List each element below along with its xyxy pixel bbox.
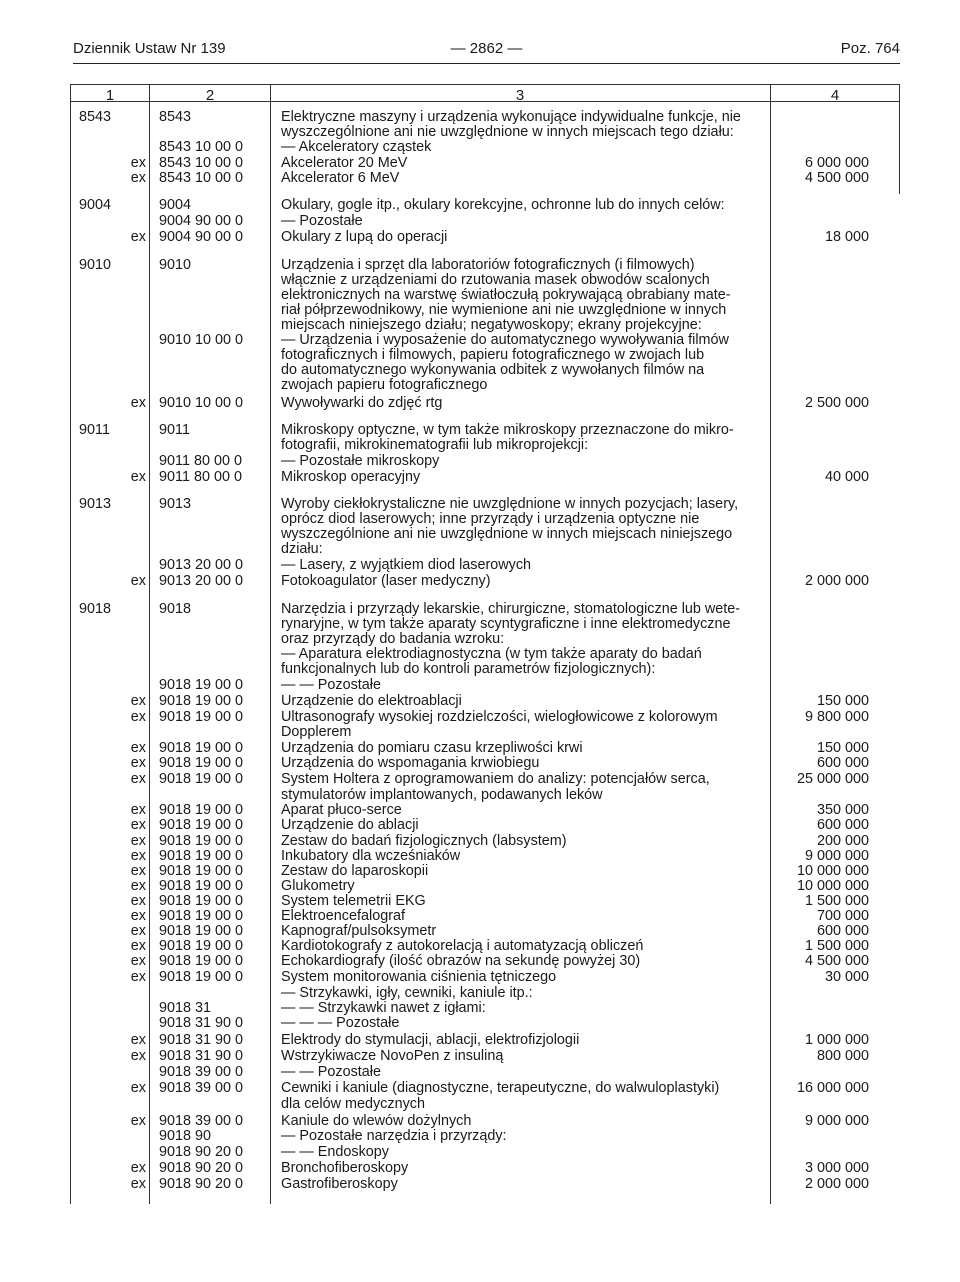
item-description: Kardiotokografy z autokorelacją i automatyzacją obliczeń (281, 938, 644, 954)
ex-marker: ex (130, 893, 146, 909)
quota-value: 10 000 000 (796, 878, 869, 894)
cn-code: 9013 (159, 496, 192, 512)
cn-code: 9018 19 00 0 (159, 802, 244, 818)
item-description: stymulatorów implantowanych, podawanych leków (281, 787, 603, 803)
cn-code: 9018 31 90 0 (159, 1048, 244, 1064)
ex-marker: ex (130, 693, 146, 709)
item-description: — — Pozostałe (281, 677, 381, 693)
item-description: System Holtera z oprogramowaniem do analizy: potencjałów serca, (281, 771, 710, 787)
cn-code: 9018 19 00 0 (159, 833, 244, 849)
ex-marker: ex (130, 709, 146, 725)
cn-code: 9018 19 00 0 (159, 848, 244, 864)
column-divider-1 (149, 84, 150, 1204)
heading-number: 9011 (79, 422, 110, 438)
ex-marker: ex (130, 953, 146, 969)
quota-value: 6 000 000 (804, 155, 869, 171)
ex-marker: ex (130, 833, 146, 849)
column-number-1: 1 (105, 87, 115, 104)
item-description: Urządzenia do pomiaru czasu krzepliwości krwi (281, 740, 583, 756)
cn-code: 9010 (159, 257, 192, 273)
item-description: Kaniule do wlewów dożylnych (281, 1113, 472, 1129)
item-description: oprócz diod laserowych; inne przyrządy i urządzenia optyczne nie (281, 511, 700, 527)
quota-value: 25 000 000 (796, 771, 869, 787)
cn-code: 9010 10 00 0 (159, 332, 244, 348)
ex-marker: ex (130, 469, 146, 485)
cn-code: 9004 90 00 0 (159, 229, 244, 245)
quota-value: 600 000 (816, 755, 869, 771)
cn-code: 9018 39 00 0 (159, 1113, 244, 1129)
cn-code: 9011 (159, 422, 190, 438)
ex-marker: ex (130, 1160, 146, 1176)
quota-value: 2 000 000 (804, 1176, 869, 1192)
cn-code: 9018 31 (159, 1000, 212, 1016)
ex-marker: ex (130, 1032, 146, 1048)
item-description: — Aparatura elektrodiagnostyczna (w tym także aparaty do badań (281, 646, 702, 662)
ex-marker: ex (130, 863, 146, 879)
quota-value: 1 500 000 (804, 938, 869, 954)
cn-code: 9018 19 00 0 (159, 677, 244, 693)
cn-code: 9018 90 (159, 1128, 212, 1144)
item-description: Urządzenie do elektroablacji (281, 693, 462, 709)
item-description: Wyroby ciekłokrystaliczne nie uwzględnione w innych pozycjach; lasery, (281, 496, 739, 512)
ex-marker: ex (130, 1113, 146, 1129)
cn-code: 9018 19 00 0 (159, 893, 244, 909)
cn-code: 8543 10 00 0 (159, 155, 244, 171)
item-description: — — Pozostałe (281, 1064, 381, 1080)
table-border-top (70, 84, 900, 85)
item-description: Zestaw do badań fizjologicznych (labsystem) (281, 833, 567, 849)
column-number-2: 2 (205, 87, 215, 104)
item-description: dla celów medycznych (281, 1096, 425, 1112)
item-description: — Urządzenia i wyposażenie do automatycznego wywoływania filmów (281, 332, 729, 348)
ex-marker: ex (130, 802, 146, 818)
heading-number: 8543 (79, 109, 112, 125)
item-description: Zestaw do laparoskopii (281, 863, 429, 879)
cn-code: 9018 39 00 0 (159, 1064, 244, 1080)
item-description: fotografii, mikrokinematografii lub mikroprojekcji: (281, 437, 589, 453)
item-description: — Lasery, z wyjątkiem diod laserowych (281, 557, 532, 573)
quota-value: 4 500 000 (804, 170, 869, 186)
item-description: — — Endoskopy (281, 1144, 389, 1160)
column-number-3: 3 (515, 87, 525, 104)
item-description: Elektryczne maszyny i urządzenia wykonujące indywidualne funkcje, nie (281, 109, 741, 125)
cn-code: 9018 19 00 0 (159, 878, 244, 894)
item-description: fotograficznych i filmowych, papieru fotograficznego w zwojach lub (281, 347, 705, 363)
item-description: Urządzenia i sprzęt dla laboratoriów fotograficznych (i filmowych) (281, 257, 695, 273)
cn-code: 9011 80 00 0 (159, 453, 242, 469)
item-description: Mikroskopy optyczne, w tym także mikroskopy przeznaczone do mikro- (281, 422, 734, 438)
item-description: Bronchofiberoskopy (281, 1160, 409, 1176)
item-description: — — — Pozostałe (281, 1015, 400, 1031)
cn-code: 9018 19 00 0 (159, 953, 244, 969)
item-description: Okulary z lupą do operacji (281, 229, 448, 245)
cn-code: 9011 80 00 0 (159, 469, 242, 485)
cn-code: 9018 90 20 0 (159, 1176, 244, 1192)
heading-number: 9004 (79, 197, 112, 213)
quota-value: 150 000 (816, 693, 869, 709)
cn-code: 9018 19 00 0 (159, 771, 244, 787)
quota-value: 200 000 (816, 833, 869, 849)
ex-marker: ex (130, 1048, 146, 1064)
quota-value: 18 000 (824, 229, 869, 245)
cn-code: 9018 39 00 0 (159, 1080, 244, 1096)
item-description: Gastrofiberoskopy (281, 1176, 398, 1192)
quota-value: 1 000 000 (804, 1032, 869, 1048)
heading-number: 9013 (79, 496, 112, 512)
position-number: Poz. 764 (840, 40, 900, 57)
cn-code: 9018 19 00 0 (159, 969, 244, 985)
quota-value: 9 000 000 (804, 848, 869, 864)
item-description: — Akceleratory cząstek (281, 139, 432, 155)
item-description: Echokardiografy (ilość obrazów na sekundę powyżej 30) (281, 953, 641, 969)
cn-code: 9018 19 00 0 (159, 740, 244, 756)
item-description: zwojach papieru fotograficznego (281, 377, 488, 393)
heading-number: 9018 (79, 601, 112, 617)
item-description: Akcelerator 6 MeV (281, 170, 400, 186)
cn-code: 9004 90 00 0 (159, 213, 244, 229)
item-description: Aparat płuco-serce (281, 802, 402, 818)
item-description: Fotokoagulator (laser medyczny) (281, 573, 491, 589)
quota-value: 800 000 (816, 1048, 869, 1064)
cn-code: 9018 (159, 601, 192, 617)
cn-code: 9013 20 00 0 (159, 557, 244, 573)
quota-value: 9 000 000 (804, 1113, 869, 1129)
item-description: — Pozostałe (281, 213, 363, 229)
quota-value: 350 000 (816, 802, 869, 818)
cn-code: 9018 90 20 0 (159, 1144, 244, 1160)
cn-code: 8543 (159, 109, 192, 125)
cn-code: 8543 10 00 0 (159, 170, 244, 186)
cn-code: 9018 31 90 0 (159, 1032, 244, 1048)
item-description: Urządzenia do wspomagania krwiobiegu (281, 755, 540, 771)
item-description: Narzędzia i przyrządy lekarskie, chirurgiczne, stomatologiczne lub wete- (281, 601, 741, 617)
item-description: Inkubatory dla wcześniaków (281, 848, 461, 864)
quota-value: 40 000 (824, 469, 869, 485)
column-divider-2 (270, 84, 271, 1204)
ex-marker: ex (130, 1080, 146, 1096)
quota-value: 16 000 000 (796, 1080, 869, 1096)
page-header (73, 40, 900, 60)
item-description: działu: (281, 541, 323, 557)
item-description: Urządzenie do ablacji (281, 817, 419, 833)
cn-code: 9018 90 20 0 (159, 1160, 244, 1176)
heading-number: 9010 (79, 257, 112, 273)
item-description: włącznie z urządzeniami do rzutowania masek obwodów scalonych (281, 272, 710, 288)
item-description: Ultrasonografy wysokiej rozdzielczości, wielogłowicowe z kolorowym (281, 709, 718, 725)
item-description: System telemetrii EKG (281, 893, 426, 909)
item-description: Cewniki i kaniule (diagnostyczne, terapeutyczne, do walwuloplastyki) (281, 1080, 720, 1096)
cn-code: 9018 19 00 0 (159, 908, 244, 924)
item-description: Glukometry (281, 878, 355, 894)
table-border-left (70, 84, 71, 1204)
page-number: — 2862 — (450, 40, 523, 57)
item-description: riał półprzewodnikowy, nie wymienione ani nie uwzględnione w innych (281, 302, 727, 318)
item-description: — Strzykawki, igły, cewniki, kaniule itp.: (281, 985, 533, 1001)
item-description: miejscach niniejszego działu; negatywoskopy; ekrany projekcyjne: (281, 317, 702, 333)
item-description: Kapnograf/pulsoksymetr (281, 923, 437, 939)
ex-marker: ex (130, 755, 146, 771)
item-description: funkcjonalnych lub do kontroli parametrów fizjologicznych): (281, 661, 656, 677)
column-divider-3 (770, 84, 771, 1204)
journal-title: Dziennik Ustaw Nr 139 (73, 40, 226, 57)
item-description: — — Strzykawki nawet z igłami: (281, 1000, 486, 1016)
quota-value: 3 000 000 (804, 1160, 869, 1176)
cn-code: 9018 19 00 0 (159, 709, 244, 725)
item-description: elektronicznych na warstwę światłoczułą pokrywającą obrabiany mate- (281, 287, 731, 303)
ex-marker: ex (130, 155, 146, 171)
ex-marker: ex (130, 395, 146, 411)
cn-code: 9010 10 00 0 (159, 395, 244, 411)
quota-value: 2 000 000 (804, 573, 869, 589)
cn-code: 9018 19 00 0 (159, 817, 244, 833)
quota-value: 600 000 (816, 817, 869, 833)
quota-value: 700 000 (816, 908, 869, 924)
item-description: Elektrody do stymulacji, ablacji, elektrofizjologii (281, 1032, 580, 1048)
quota-value: 1 500 000 (804, 893, 869, 909)
item-description: do automatycznego wykonywania odbitek z wywołanych filmów na (281, 362, 705, 378)
item-description: Elektroencefalograf (281, 908, 405, 924)
cn-code: 9018 19 00 0 (159, 923, 244, 939)
ex-marker: ex (130, 938, 146, 954)
column-number-4: 4 (830, 87, 840, 104)
header-rule (73, 63, 900, 64)
quota-value: 30 000 (824, 969, 869, 985)
ex-marker: ex (130, 740, 146, 756)
item-description: Wstrzykiwacze NovoPen z insuliną (281, 1048, 504, 1064)
item-description: Mikroskop operacyjny (281, 469, 421, 485)
item-description: wyszczególnione ani nie uwzględnione w innych miejscach tego działu: (281, 124, 734, 140)
ex-marker: ex (130, 817, 146, 833)
ex-marker: ex (130, 969, 146, 985)
item-description: System monitorowania ciśnienia tętniczego (281, 969, 557, 985)
ex-marker: ex (130, 1176, 146, 1192)
cn-code: 9004 (159, 197, 192, 213)
ex-marker: ex (130, 771, 146, 787)
item-description: rynaryjne, w tym także aparaty scyntygraficzne i inne elektromedyczne (281, 616, 731, 632)
ex-marker: ex (130, 848, 146, 864)
cn-code: 9018 19 00 0 (159, 755, 244, 771)
ex-marker: ex (130, 908, 146, 924)
quota-value: 600 000 (816, 923, 869, 939)
item-description: Wywoływarki do zdjęć rtg (281, 395, 443, 411)
item-description: oraz przyrządy do badania wzroku: (281, 631, 505, 647)
cn-code: 9018 19 00 0 (159, 938, 244, 954)
quota-value: 4 500 000 (804, 953, 869, 969)
item-description: Dopplerem (281, 724, 352, 740)
cn-code: 9018 19 00 0 (159, 863, 244, 879)
quota-value: 2 500 000 (804, 395, 869, 411)
item-description: Akcelerator 20 MeV (281, 155, 408, 171)
cn-code: 9018 31 90 0 (159, 1015, 244, 1031)
item-description: — Pozostałe narzędzia i przyrządy: (281, 1128, 507, 1144)
ex-marker: ex (130, 573, 146, 589)
quota-value: 9 800 000 (804, 709, 869, 725)
item-description: wyszczególnione ani nie uwzględnione w innych miejscach niniejszego (281, 526, 733, 542)
cn-code: 8543 10 00 0 (159, 139, 244, 155)
ex-marker: ex (130, 878, 146, 894)
item-description: — Pozostałe mikroskopy (281, 453, 440, 469)
ex-marker: ex (130, 229, 146, 245)
item-description: Okulary, gogle itp., okulary korekcyjne, ochronne lub do innych celów: (281, 197, 725, 213)
quota-value: 10 000 000 (796, 863, 869, 879)
quota-value: 150 000 (816, 740, 869, 756)
ex-marker: ex (130, 170, 146, 186)
ex-marker: ex (130, 923, 146, 939)
cn-code: 9013 20 00 0 (159, 573, 244, 589)
cn-code: 9018 19 00 0 (159, 693, 244, 709)
